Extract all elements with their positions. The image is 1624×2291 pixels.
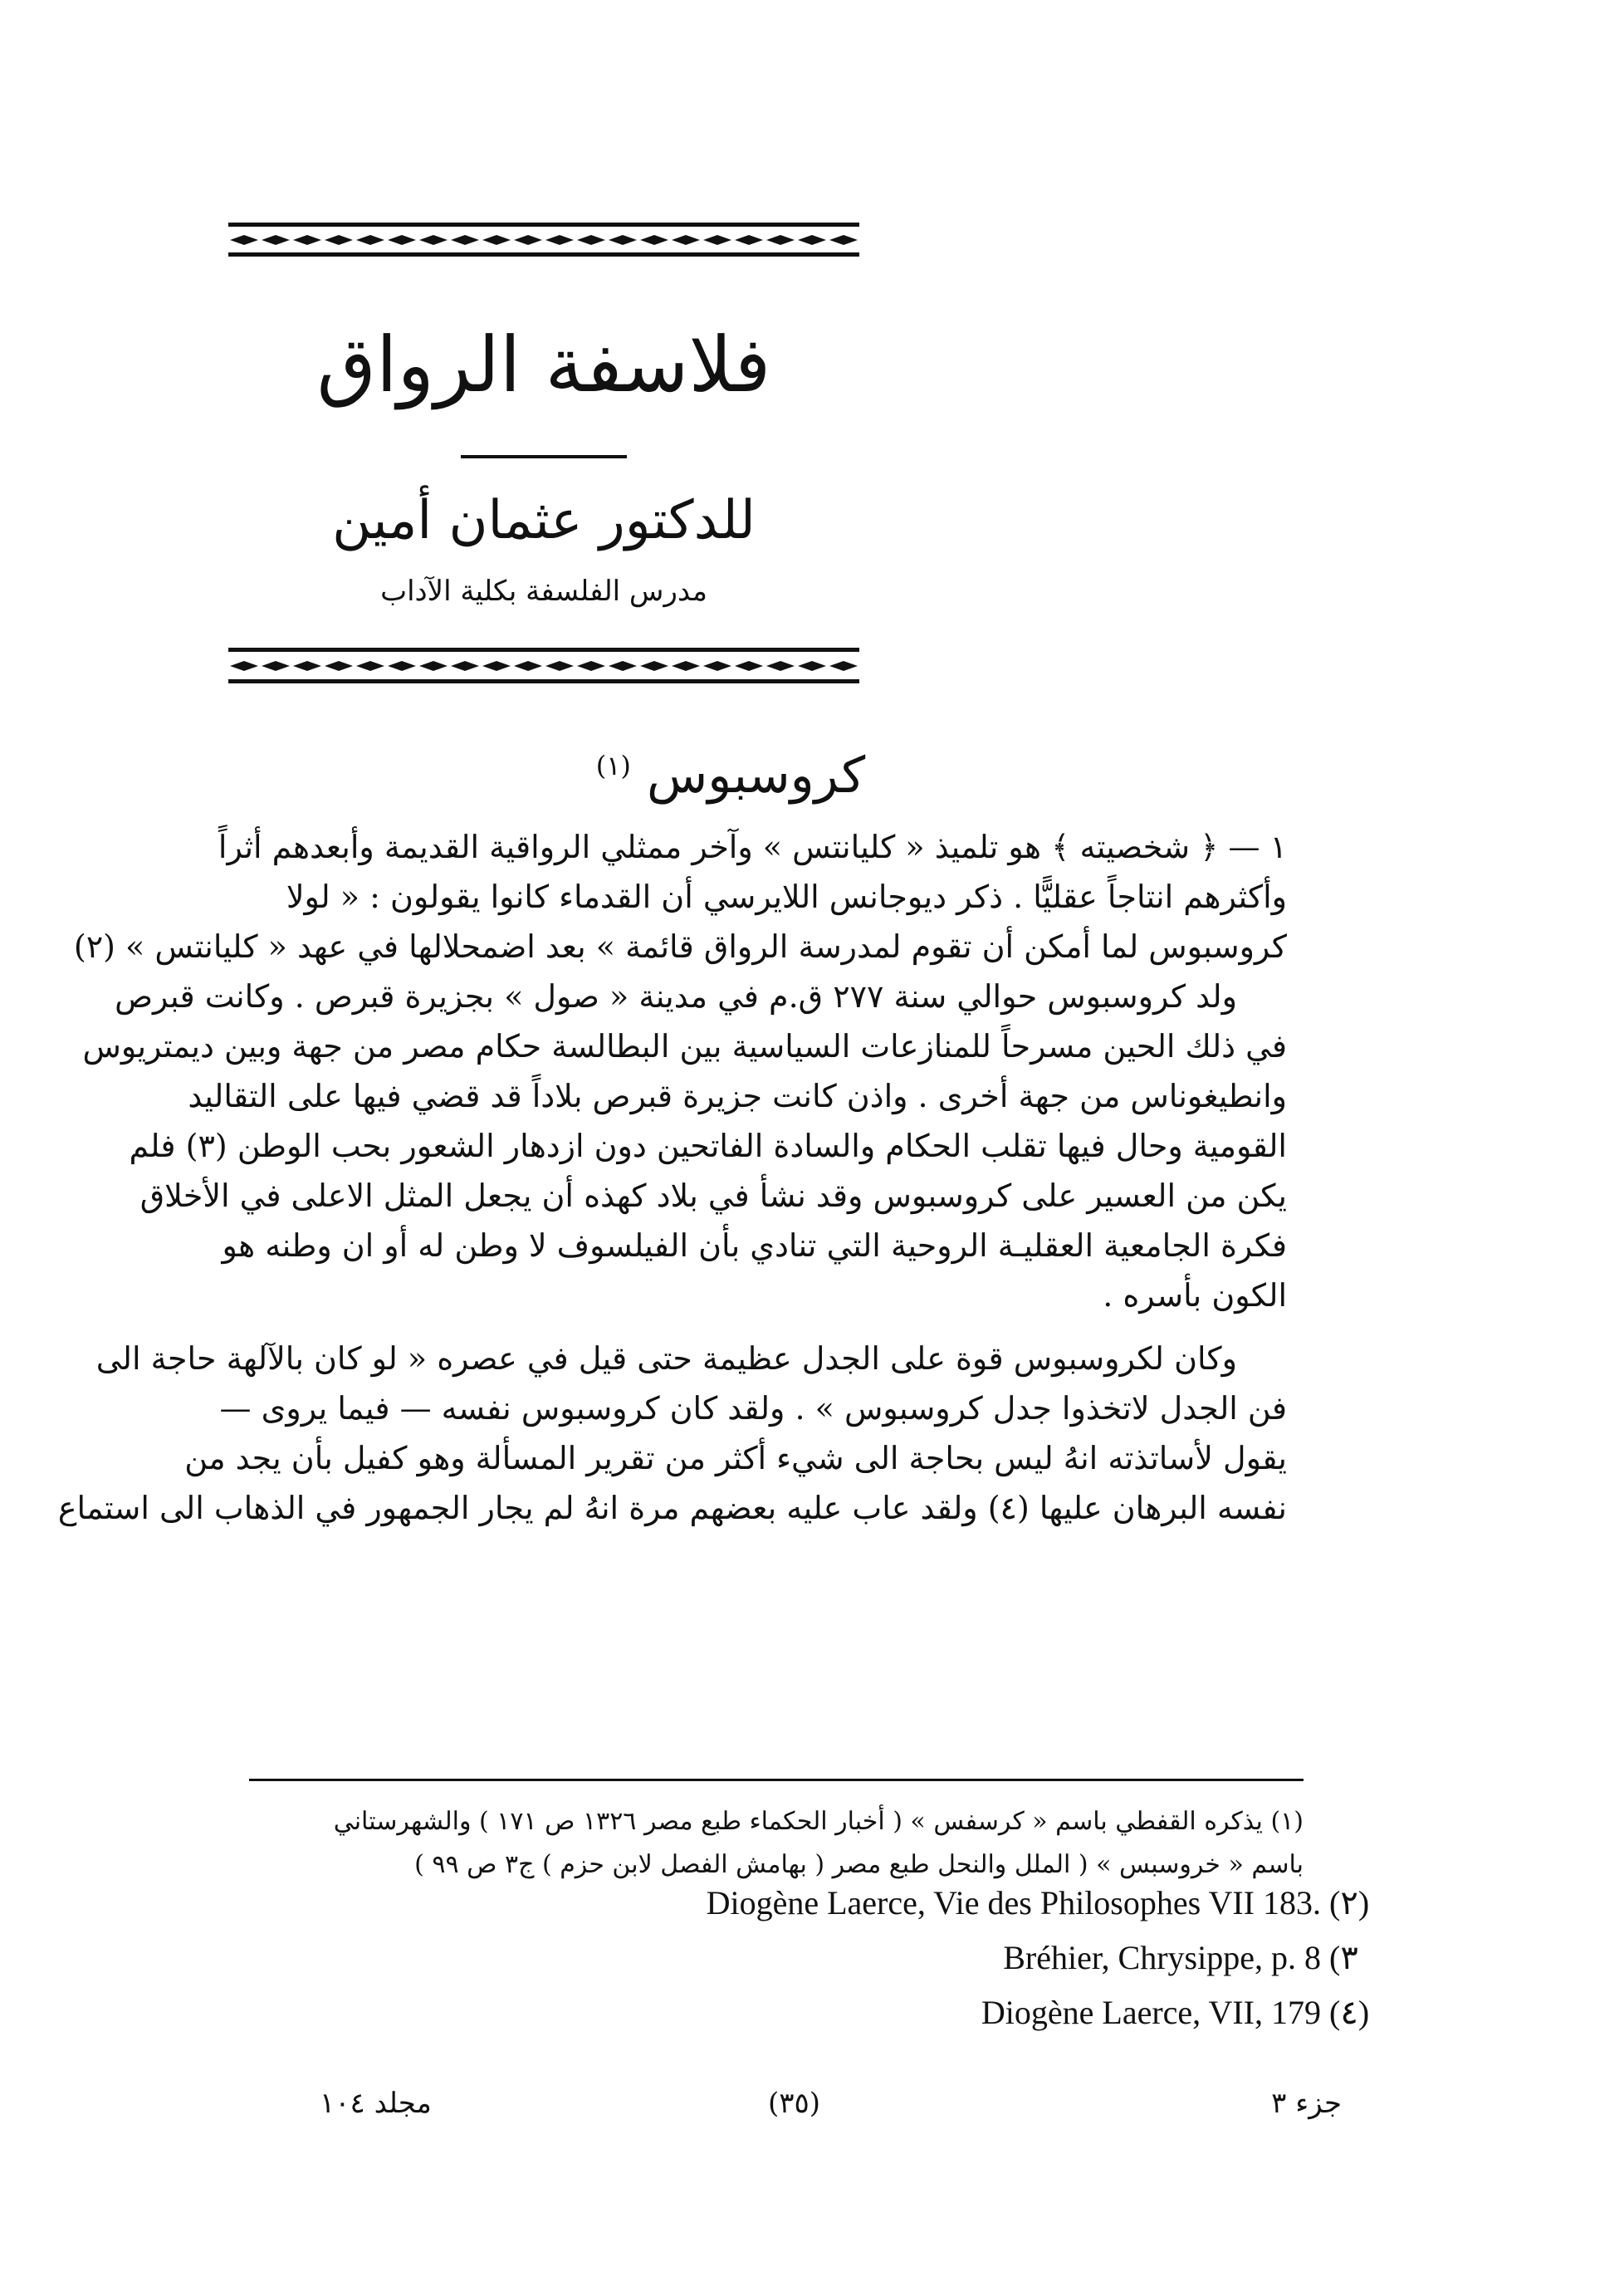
body-line: في ذلك الحين مسرحاً للمنازعات السياسية بين البطالسة حكام مصر من جهة وبين ديمتريوس [82,1028,1287,1065]
section-heading-text: كروسبوس [646,747,866,805]
footnote-1-line-1: (١) يذكره القفطي باسم « كرسفس » ( أخبار الحكماء طبع مصر ١٣٢٦ ص ١٧١ ) والشهرستاني [333,1807,1304,1836]
footnote-2-text: Diogène Laerce, Vie des Philosophes VII 183. [706,1884,1321,1921]
article-title: فلاسفة الرواق [316,321,771,409]
footnote-4-number: (٤) [1329,1994,1370,2031]
body-line: وانطيغوناس من جهة أخرى . واذن كانت جزيرة قبرص بلاداً قد قضي فيها على التقاليد [188,1078,1287,1114]
body-line: يكن من العسير على كروسبوس وقد نشأ في بلاد كهذه أن يجعل المثل الاعلى في الأخلاق [139,1177,1287,1214]
folio-volume: مجلد ١٠٤ [320,2087,432,2120]
body-line: كروسبوس لما أمكن أن تقوم لمدرسة الرواق قائمة » بعد اضمحلالها في عهد « كليانتس » (٢) [73,928,1287,965]
body-line: ولد كروسبوس حوالي سنة ٢٧٧ ق.م في مدينة « صول » بجزيرة قبرص . وكانت قبرص [115,978,1237,1015]
bottom-rule [228,648,859,652]
top-rule-lower [228,252,859,257]
title-divider [461,455,627,458]
footnote-2-number: (٢) [1329,1884,1370,1921]
top-ornament-band [228,233,859,247]
body-line: الكون بأسره . [1103,1277,1287,1314]
body-line: نفسه البرهان عليها (٤) ولقد عاب عليه بعضهم مرة انهُ لم يجار الجمهور في الذهاب الى استماع [57,1490,1287,1526]
article-body [57,822,1287,1533]
bottom-ornament-band [228,658,859,673]
body-line: وأكثرهم انتاجاً عقليًّا . ذكر ديوجانس اللايرسي أن القدماء كانوا يقولون : « لولا [286,879,1287,915]
body-line: القومية وحال فيها تقلب الحكام والسادة الفاتحين دون ازدهار الشعور بحب الوطن (٣) فلم [129,1128,1287,1164]
section-note-ref: (١) [595,750,631,781]
footnote-3-number: (٣ [1329,1939,1358,1976]
top-rule [228,223,859,227]
footnote-3-text: Bréhier, Chrysippe, p. 8 [1003,1939,1321,1976]
section-heading [498,732,963,809]
body-line: وكان لكروسبوس قوة على الجدل عظيمة حتى قيل في عصره « لو كان بالآلهة حاجة الى [95,1340,1237,1377]
author-name: للدكتور عثمان أمين [332,490,756,551]
footnote-2 [707,1880,1387,1926]
body-line: فن الجدل لاتخذوا جدل كروسبوس » . ولقد كان كروسبوس نفسه — فيما يروى — [219,1390,1287,1427]
author-affiliation: مدرس الفلسفة بكلية الآداب [380,575,707,608]
body-line: فكرة الجامعية العقليـة الروحية التي تنادي بأن الفيلسوف لا وطن له أو ان وطنه هو [222,1227,1287,1264]
bottom-rule-lower [228,679,859,683]
footnote-1-line-2: باسم « خروسبس » ( الملل والنحل طبع مصر ( بهامش الفصل لابن حزم ) ج٣ ص ٩٩ ) [414,1850,1304,1879]
footnote-4 [981,1990,1387,2036]
footnote-3 [1003,1935,1387,1981]
body-line: ١ — ﴿ شخصيته ﴾ هو تلميذ « كليانتس » وآخر ممثلي الرواقية القديمة وأبعدهم أثراً [218,829,1287,865]
footnote-rule [249,1779,1304,1781]
folio-page-number: (٣٥) [768,2087,821,2120]
footnote-4-text: Diogène Laerce, VII, 179 [981,1994,1321,2031]
folio-part: جزء ٣ [1271,2087,1342,2120]
body-line: يقول لأساتذته انهُ ليس بحاجة الى شيء أكثر من تقرير المسألة وهو كفيل بأن يجد من [184,1440,1287,1476]
